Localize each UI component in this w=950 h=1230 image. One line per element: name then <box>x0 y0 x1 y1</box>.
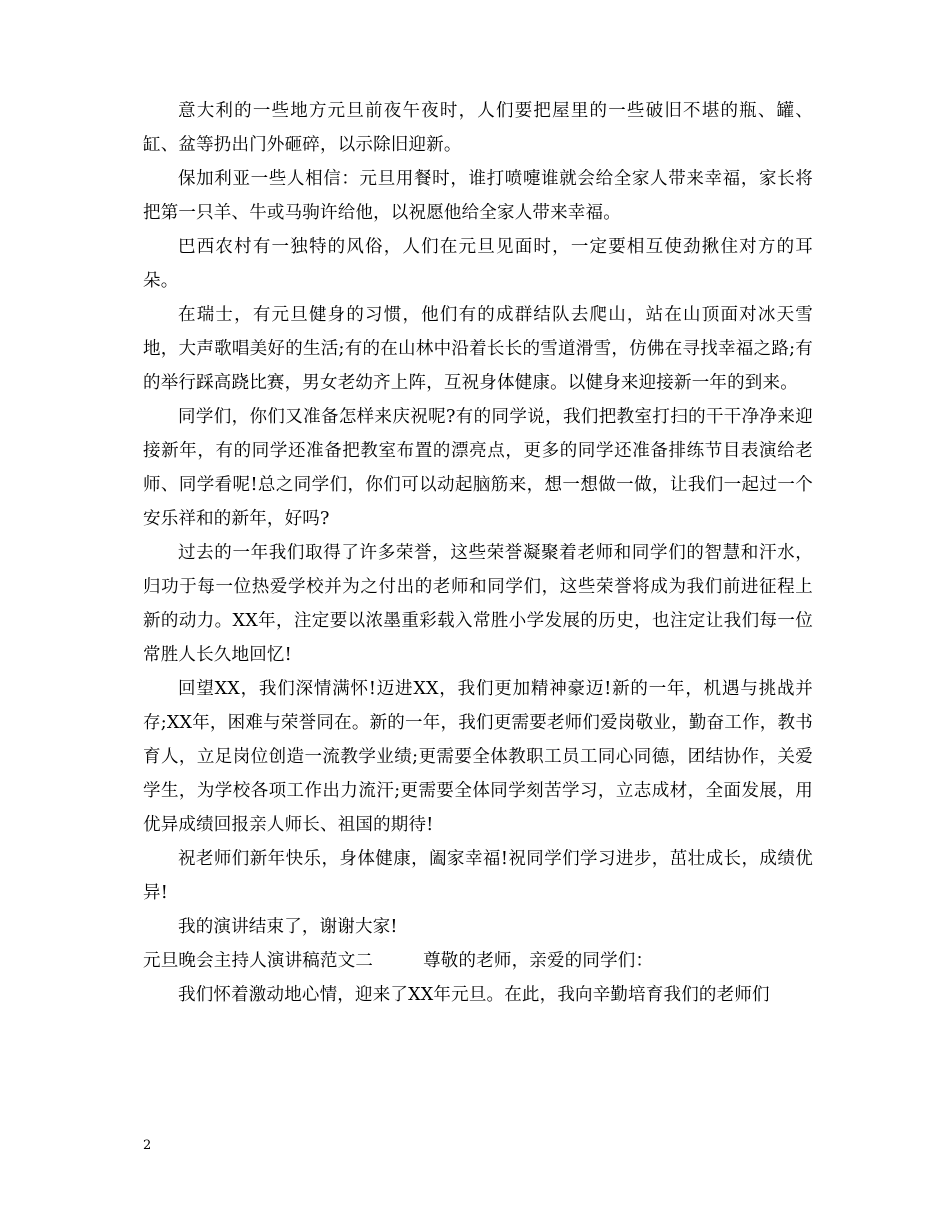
heading-line <box>143 944 813 978</box>
paragraph-look-back: 回望XX，我们深情满怀!迈进XX，我们更加精神豪迈!新的一年，机遇与挑战并存;XX年，困难与荣誉同在。新的一年，我们更需要老师们爱岗敬业，勤奋工作，教书育人，立足岗位创造一流教学业绩;更需要全体教职工员工同心同德，团结协作，关爱学生，为学校各项工作出力流汗;更需要全体同学刻苦学习，立志成材，全面发展，用优异成绩回报亲人师长、祖国的期待! <box>143 679 813 835</box>
paragraph-closing: 我的演讲结束了，谢谢大家! <box>178 917 398 937</box>
document-body <box>143 94 813 1012</box>
paragraph-students-celebrate: 同学们，你们又准备怎样来庆祝呢?有的同学说，我们把教室打扫的干干净净来迎接新年，有的同学还准备把教室布置的漂亮点，更多的同学还准备排练节目表演给老师、同学看呢!总之同学们，你们可以动起脑筋来，想一想做一做，让我们一起过一个安乐祥和的新年，好吗? <box>143 407 813 529</box>
paragraph-bulgaria-custom: 保加利亚一些人相信：元旦用餐时，谁打喷嚏谁就会给全家人带来幸福，家长将把第一只羊、牛或马驹许给他，以祝愿他给全家人带来幸福。 <box>143 169 813 223</box>
paragraph-brazil-custom: 巴西农村有一独特的风俗，人们在元旦见面时，一定要相互使劲揪住对方的耳朵。 <box>143 237 813 291</box>
paragraph-italy-custom: 意大利的一些地方元旦前夜午夜时，人们要把屋里的一些破旧不堪的瓶、罐、缸、盆等扔出门外砸碎，以示除旧迎新。 <box>143 101 813 155</box>
paragraph-new-speech-start: 我们怀着激动地心情，迎来了XX年元旦。在此，我向辛勤培育我们的老师们 <box>178 985 770 1005</box>
page-number: 2 <box>143 1138 152 1153</box>
paragraph-switzerland-custom: 在瑞士，有元旦健身的习惯，他们有的成群结队去爬山，站在山顶面对冰天雪地，大声歌唱美好的生活;有的在山林中沿着长长的雪道滑雪，仿佛在寻找幸福之路;有的举行踩高跷比赛，男女老幼齐上阵，互祝身体健康。以健身来迎接新一年的到来。 <box>143 305 813 393</box>
paragraph-past-year-honors: 过去的一年我们取得了许多荣誉，这些荣誉凝聚着老师和同学们的智慧和汗水，归功于每一位热爱学校并为之付出的老师和同学们，这些荣誉将成为我们前进征程上新的动力。XX年，注定要以浓墨重彩载入常胜小学发展的历史，也注定让我们每一位常胜人长久地回忆! <box>143 543 813 665</box>
salutation: 尊敬的老师，亲爱的同学们： <box>423 951 654 971</box>
section-title: 元旦晚会主持人演讲稿范文二 <box>143 951 374 971</box>
paragraph-wishes: 祝老师们新年快乐，身体健康，阖家幸福!祝同学们学习进步，茁壮成长，成绩优异! <box>143 849 813 903</box>
